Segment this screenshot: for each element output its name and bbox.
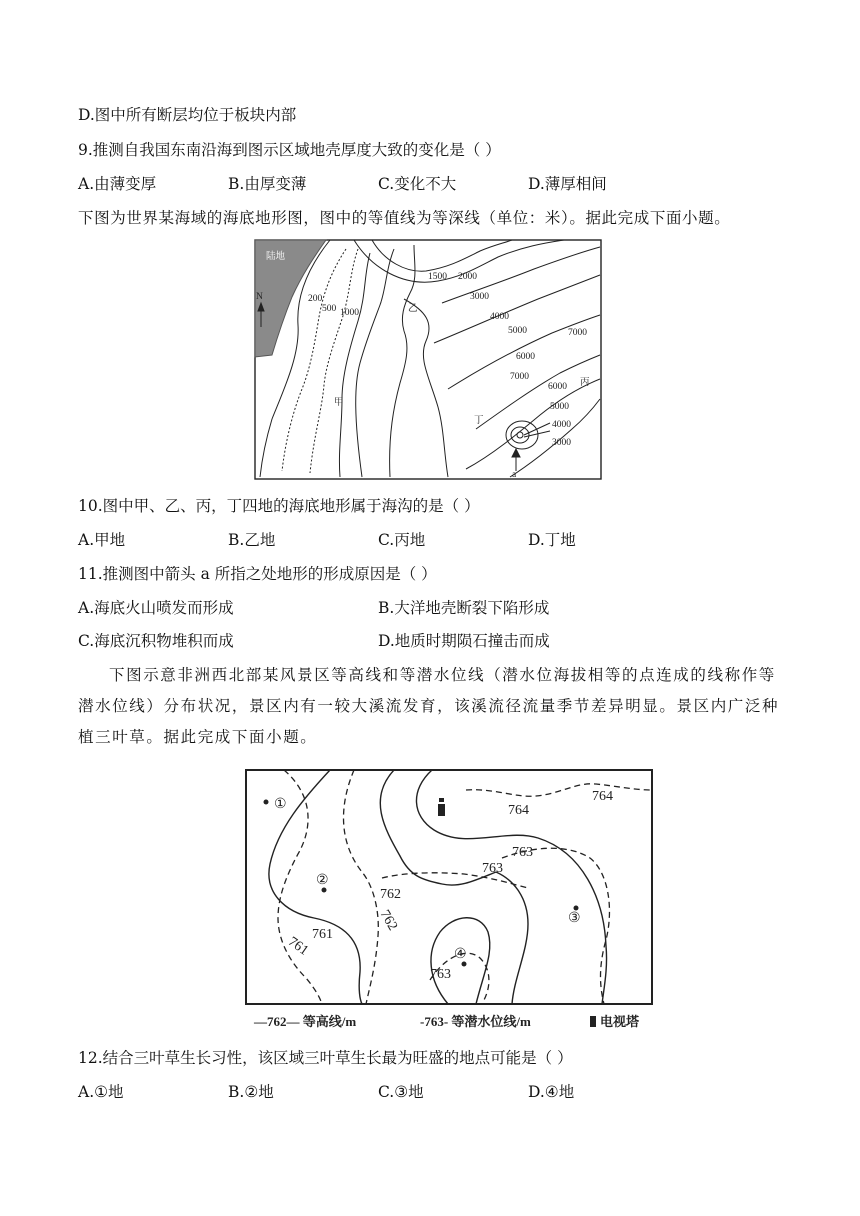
depth-label: 2000 — [458, 272, 477, 282]
seafloor-intro: 下图为世界某海域的海底地形图，图中的等值线为等深线（单位：米）。据此完成下面小题。 — [78, 209, 731, 227]
north-label: N — [256, 292, 263, 302]
place-yi: 乙 — [408, 304, 418, 314]
seafloor-map — [254, 239, 602, 480]
q10-option-a: A.甲地 — [78, 531, 126, 549]
q12-option-b: B.②地 — [228, 1083, 274, 1101]
contour-label: 763 — [430, 967, 451, 982]
place-jia: 甲 — [334, 398, 344, 408]
point-4: ④ — [454, 947, 467, 962]
depth-label: 200 — [308, 294, 323, 304]
legend-tower: 电视塔 — [600, 1014, 640, 1029]
q9-option-a: A.由薄变厚 — [78, 175, 157, 193]
depth-label: 5000 — [550, 402, 569, 412]
contour-label: 761 — [312, 927, 333, 942]
q10-option-b: B.乙地 — [228, 531, 276, 549]
q10-option-c: C.丙地 — [378, 531, 426, 549]
q12-stem: 12.结合三叶草生长习性，该区域三叶草生长最为旺盛的地点可能是（ ） — [78, 1049, 573, 1067]
contour-label: 764 — [508, 803, 529, 818]
point-1: ① — [274, 797, 287, 812]
contour-label: 763 — [482, 861, 503, 876]
depth-label: 500 — [322, 304, 337, 314]
place-bing: 丙 — [580, 378, 590, 388]
water-label: 761 — [285, 934, 311, 959]
water-label: 763 — [512, 845, 533, 860]
arrow-a-label: a — [512, 470, 517, 480]
depth-label: 7000 — [568, 328, 587, 338]
water-label: 764 — [592, 789, 613, 804]
q9-option-b: B.由厚变薄 — [228, 175, 307, 193]
q10-option-d: D.丁地 — [528, 531, 576, 549]
depth-label: 4000 — [490, 312, 509, 322]
point-3: ③ — [568, 911, 581, 926]
q9-option-d: D.薄厚相间 — [528, 175, 607, 193]
depth-label: 4000 — [552, 420, 571, 430]
africa-intro: 下图示意非洲西北部某风景区等高线和等潜水位线（潜水位海拔相等的点连成的线称作等潜水位线）分布状况，景区内有一较大溪流发育，该溪流径流量季节差异明显。景区内广泛种植三叶草。据此完成下面小题。 — [78, 666, 780, 746]
place-ding: 丁 — [474, 416, 484, 426]
water-label: 762 — [380, 887, 401, 902]
legend-contour: —762— 等高线/m — [254, 1014, 357, 1029]
q8-option-d: D.图中所有断层均位于板块内部 — [78, 106, 297, 124]
depth-label: 6000 — [516, 352, 535, 362]
depth-label: 6000 — [548, 382, 567, 392]
point-2: ② — [316, 873, 329, 888]
depth-label: 5000 — [508, 326, 527, 336]
legend-tower-icon — [590, 1016, 596, 1027]
depth-label: 3000 — [470, 292, 489, 302]
depth-label: 3000 — [552, 438, 571, 448]
q9-option-c: C.变化不大 — [378, 175, 457, 193]
q12-option-c: C.③地 — [378, 1083, 424, 1101]
depth-label: 1000 — [340, 308, 359, 318]
land-label: 陆地 — [266, 252, 286, 262]
q11-stem: 11.推测图中箭头 a 所指之处地形的形成原因是（ ） — [78, 565, 437, 583]
q11-option-c: C.海底沉积物堆积而成 — [78, 632, 234, 650]
q9-stem: 9.推测自我国东南沿海到图示区域地壳厚度大致的变化是（ ） — [78, 141, 501, 159]
depth-label: 7000 — [510, 372, 529, 382]
q11-option-d: D.地质时期陨石撞击而成 — [378, 632, 550, 650]
q12-option-a: A.①地 — [78, 1083, 124, 1101]
contour-label: 762 — [376, 907, 401, 934]
depth-label: 1500 — [428, 272, 447, 282]
q12-option-d: D.④地 — [528, 1083, 575, 1101]
tv-tower-icon — [438, 804, 445, 816]
contour-map — [244, 768, 662, 1032]
q10-stem: 10.图中甲、乙、丙，丁四地的海底地形属于海沟的是（ ） — [78, 497, 480, 515]
q11-option-b: B.大洋地壳断裂下陷形成 — [378, 599, 550, 617]
legend-water: -763- 等潜水位线/m — [420, 1014, 531, 1029]
q11-option-a: A.海底火山喷发而形成 — [78, 599, 234, 617]
